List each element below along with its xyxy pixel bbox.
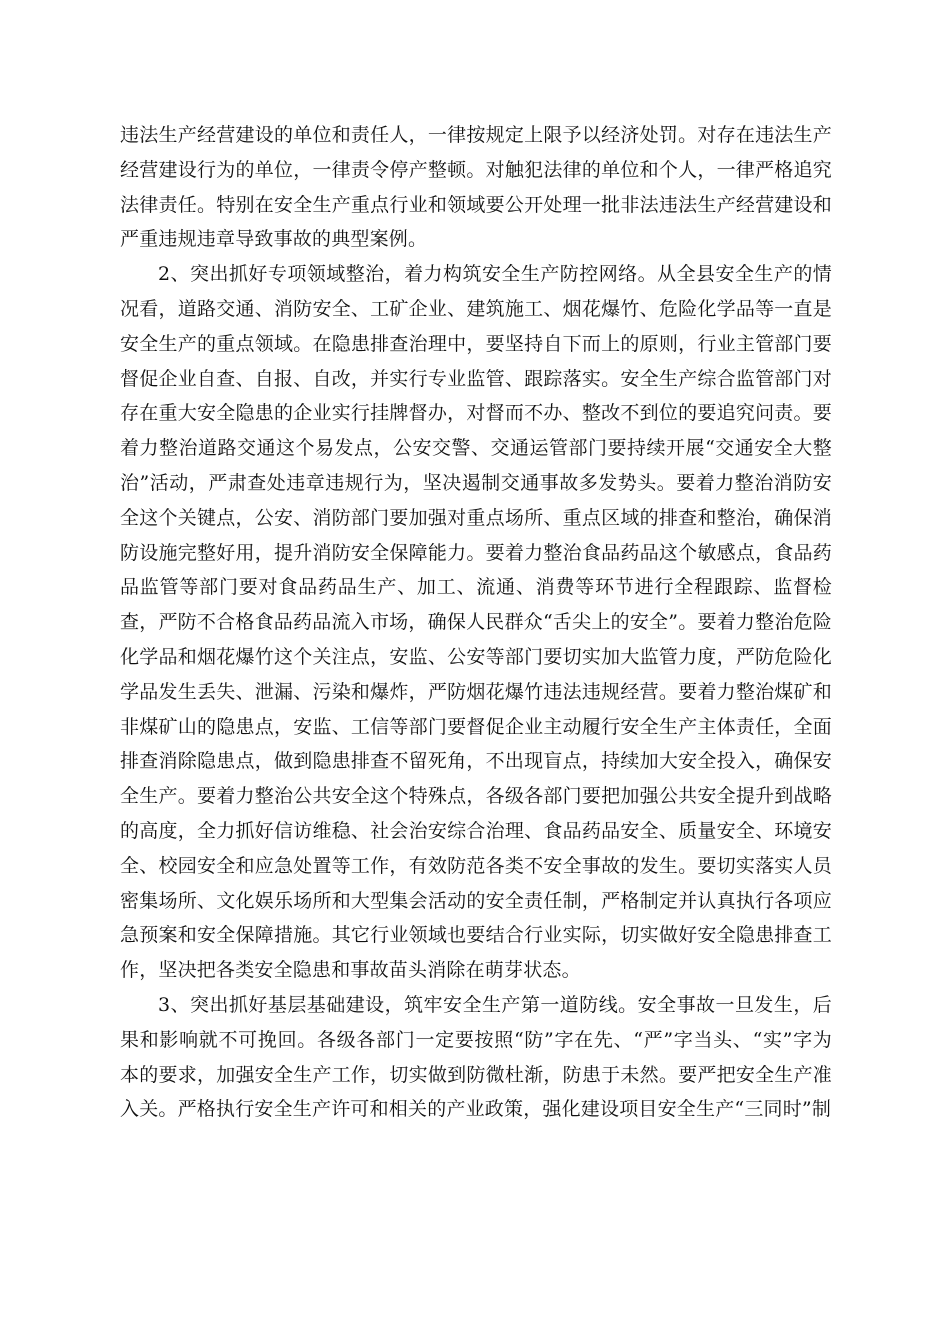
- paragraph-continuation: 违法生产经营建设的单位和责任人，一律按规定上限予以经济处罚。对存在违法生产经营建设行为的单位，一律责令停产整顿。对触犯法律的单位和个人，一律严格追究法律责任。特别在安全生产重点行业和领域要公开处理一批非法违法生产经营建设和严重违规违章导致事故的典型案例。: [120, 124, 832, 251]
- paragraph-section-3: 3、突出抓好基层基础建设，筑牢安全生产第一道防线。安全事故一旦发生，后果和影响就不可挽回。各级各部门一定要按照“防”字在先、“严”字当头、“实”字为本的要求，加强安全生产工作，切实做到防微杜渐，防患于未然。要严把安全生产准入关。严格执行安全生产许可和相关的产业政策，强化建设项目安全生产“三同时”制: [120, 993, 832, 1121]
- document-body: [120, 118, 832, 1127]
- paragraph-section-2: 2、突出抓好专项领域整治，着力构筑安全生产防控网络。从全县安全生产的情况看，道路交通、消防安全、工矿企业、建筑施工、烟花爆竹、危险化学品等一直是安全生产的重点领域。在隐患排查治理中，要坚持自下而上的原则，行业主管部门要督促企业自查、自报、自改，并实行专业监管、跟踪落实。安全生产综合监管部门对存在重大安全隐患的企业实行挂牌督办，对督而不办、整改不到位的要追究问责。要着力整治道路交通这个易发点，公安交警、交通运管部门要持续开展“交通安全大整治”活动，严肃查处违章违规行为，坚决遏制交通事故多发势头。要着力整治消防安全这个关键点，公安、消防部门要加强对重点场所、重点区域的排查和整治，确保消防设施完整好用，提升消防安全保障能力。要着力整治食品药品这个敏感点，食品药品监管等部门要对食品药品生产、加工、流通、消费等环节进行全程跟踪、监督检查，严防不合格食品药品流入市场，确保人民群众“舌尖上的安全”。要着力整治危险化学品和烟花爆竹这个关注点，安监、公安等部门要切实加大监管力度，严防危险化学品发生丢失、泄漏、污染和爆炸，严防烟花爆竹违法违规经营。要着力整治煤矿和非煤矿山的隐患点，安监、工信等部门要督促企业主动履行安全生产主体责任，全面排查消除隐患点，做到隐患排查不留死角，不出现盲点，持续加大安全投入，确保安全生产。要着力整治公共安全这个特殊点，各级各部门要把加强公共安全提升到战略的高度，全力抓好信访维稳、社会治安综合治理、食品药品安全、质量安全、环境安全、校园安全和应急处置等工作，有效防范各类不安全事故的发生。要切实落实人员密集场所、文化娱乐场所和大型集会活动的安全责任制，严格制定并认真执行各项应急预案和安全保障措施。其它行业领域也要结合行业实际，切实做好安全隐患排查工作，坚决把各类安全隐患和事故苗头消除在萌芽状态。: [120, 263, 832, 982]
